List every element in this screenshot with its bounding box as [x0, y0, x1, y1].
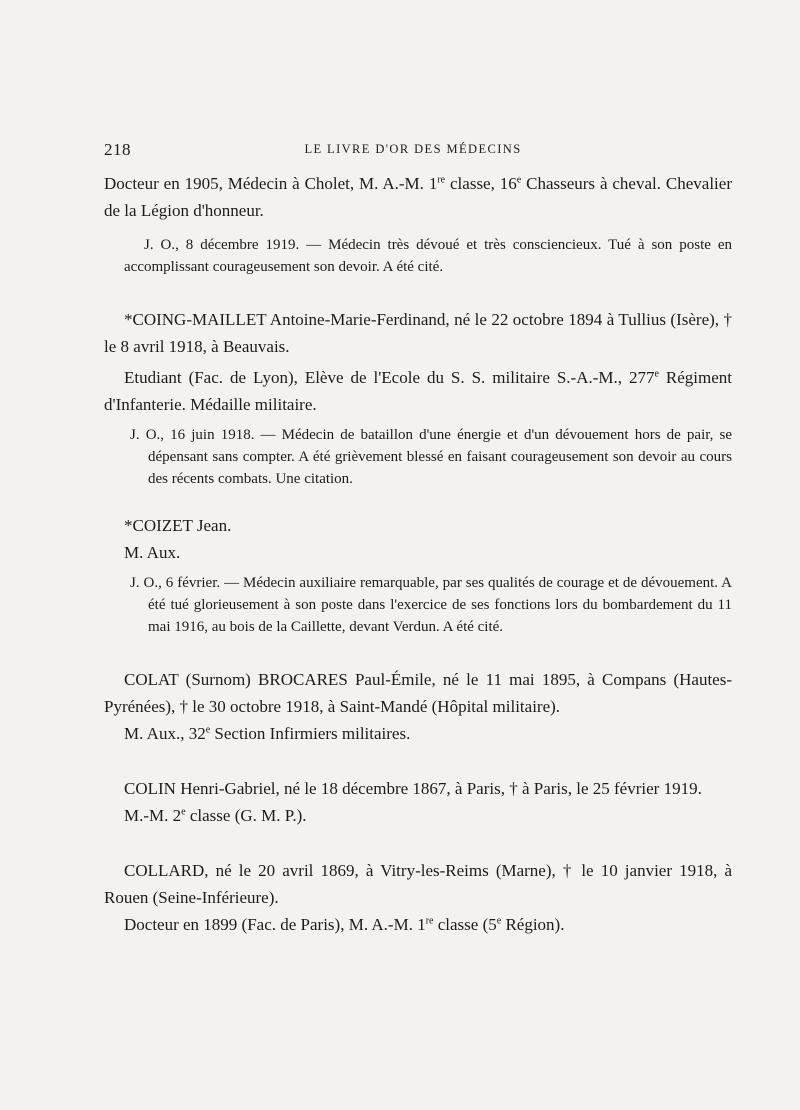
- entry-1-citation: J. O., 16 juin 1918. — Médecin de bataillon d'une énergie et d'un dévouement hors de pair, se dépensant sans compter. A été grièvement blessé en faisant courageusement son devoir au cours des récents combats. Une citation.: [130, 427, 732, 487]
- entry-5-text: Docteur en 1899 (Fac. de Paris), M. A.-M. 1re classe (5e Région).: [124, 915, 565, 934]
- entry-1-text: Etudiant (Fac. de Lyon), Elève de l'Ecole du S. S. militaire S.-A.-M., 277e Régiment d'Infanterie. Médaille militaire.: [104, 368, 732, 414]
- entry-0-text: Docteur en 1905, Médecin à Cholet, M. A.-M. 1re classe, 16e Chasseurs à cheval. Chevalier de la Légion d'honneur.: [104, 174, 732, 220]
- entry-1-heading: *COING-MAILLET Antoine-Marie-Ferdinand, né le 22 octobre 1894 à Tullius (Isère), † le 8 avril 1918, à Beauvais.: [104, 310, 732, 356]
- page-header: [104, 140, 722, 164]
- entry-2-heading: *COIZET Jean.: [124, 516, 232, 535]
- entry-0-citation: J. O., 8 décembre 1919. — Médecin très dévoué et très consciencieux. Tué à son poste en accomplissant courageusement son devoir. A été cité.: [124, 237, 732, 275]
- entry-2-text: M. Aux.: [124, 543, 181, 562]
- entry-3-text: M. Aux., 32e Section Infirmiers militaires.: [124, 724, 411, 743]
- entry-4-heading: COLIN Henri-Gabriel, né le 18 décembre 1867, à Paris, † à Paris, le 25 février 1919.: [124, 779, 702, 798]
- page-body: [104, 170, 732, 938]
- entry-5-heading: COLLARD, né le 20 avril 1869, à Vitry-les-Reims (Marne), † le 10 janvier 1918, à Rouen (Seine-Inférieure).: [104, 861, 732, 907]
- running-title: LE LIVRE D'OR DES MÉDECINS: [304, 142, 522, 156]
- page-number: 218: [104, 140, 131, 159]
- entry-4-text: M.-M. 2e classe (G. M. P.).: [124, 806, 307, 825]
- entry-2-citation: J. O., 6 février. — Médecin auxiliaire remarquable, par ses qualités de courage et de dévouement. A été tué glorieusement à son poste dans l'exercice de ses fonctions lors du bombardement du 11 mai 1916, au bois de la Caillette, devant Verdun. A été cité.: [130, 575, 732, 635]
- entry-3-heading: COLAT (Surnom) BROCARES Paul-Émile, né le 11 mai 1895, à Compans (Hautes-Pyrénées), † le 30 octobre 1918, à Saint-Mandé (Hôpital militaire).: [104, 670, 732, 716]
